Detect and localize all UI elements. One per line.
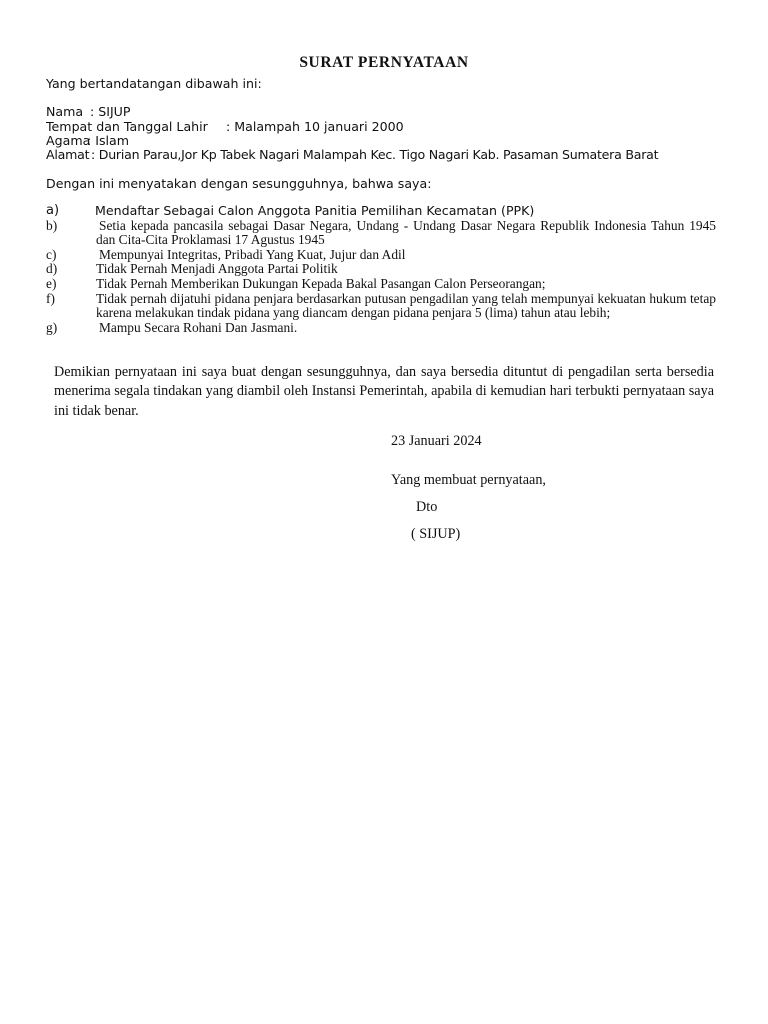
list-item-text: Tidak Pernah Memberikan Dukungan Kepada Bakal Pasangan Calon Perseorangan; [96, 275, 546, 291]
name-label: Nama [46, 104, 84, 119]
list-item-text: Mendaftar Sebagai Calon Anggota Panitia Pemilihan Kecamatan (PPK) [95, 203, 535, 218]
list-item [46, 321, 716, 336]
address-value: : Durian Parau,Jor Kp Tabek Nagari Malampah Kec. Tigo Nagari Kab. Pasaman Sumatera Barat [91, 147, 659, 162]
religion-row [46, 133, 129, 148]
list-item-mark: b) [46, 217, 58, 233]
religion-label: Agama [46, 133, 91, 148]
statement-intro: Dengan ini menyatakan dengan sesungguhnya, bahwa saya: [46, 176, 432, 191]
signature-maker: Yang membuat pernyataan, [391, 472, 546, 488]
list-item-text: Tidak Pernah Menjadi Anggota Partai Politik [96, 261, 338, 277]
signer-name: ( SIJUP) [411, 526, 461, 542]
list-item-mark: c) [46, 246, 57, 262]
list-item-mark: g) [46, 319, 58, 335]
list-item-text: Mempunyai Integritas, Pribadi Yang Kuat, Jujur dan Adil [99, 246, 406, 262]
list-item-mark: e) [46, 275, 57, 291]
list-item-text: Tidak pernah dijatuhi pidana penjara berdasarkan putusan pengadilan yang telah mempunyai kekuatan hukum tetap karena melakukan tindak pidana yang diancam dengan pidana penjara 5 (lima) tahun atau lebih; [96, 290, 716, 321]
religion-value: : Islam [87, 133, 130, 148]
list-item [46, 204, 716, 219]
list-item [46, 262, 716, 277]
name-row [46, 104, 130, 119]
birth-row [46, 119, 404, 134]
list-item-mark: f) [46, 290, 55, 306]
statement-list [46, 204, 716, 335]
list-item [46, 292, 716, 321]
intro-text: Yang bertandatangan dibawah ini: [46, 76, 262, 91]
list-item-mark: a) [46, 203, 60, 218]
list-item-text: Setia kepada pancasila sebagai Dasar Negara, Undang - Undang Dasar Negara Republik Indonesia Tahun 1945 dan Cita-Cita Proklamasi 17 Agustus 1945 [96, 217, 716, 248]
page-title: SURAT PERNYATAAN [299, 54, 469, 71]
list-item [46, 219, 716, 248]
list-item [46, 277, 716, 292]
signature-date: 23 Januari 2024 [391, 433, 482, 449]
list-item-text: Mampu Secara Rohani Dan Jasmani. [99, 319, 298, 335]
address-label: Alamat [46, 147, 90, 162]
name-value: : SIJUP [90, 104, 131, 119]
birth-value: : Malampah 10 januari 2000 [226, 119, 404, 134]
list-item-mark: d) [46, 261, 58, 277]
list-item [46, 248, 716, 263]
birth-label: Tempat dan Tanggal Lahir [46, 119, 208, 134]
closing-paragraph: Demikian pernyataan ini saya buat dengan sesungguhnya, dan saya bersedia dituntut di pengadilan serta bersedia menerima segala tindakan yang diambil oleh Instansi Pemerintah, apabila di kemudian hari terbukti pernyataan saya ini tidak benar. [54, 364, 714, 419]
signature-mark: Dto [416, 499, 438, 515]
address-row [46, 147, 658, 162]
